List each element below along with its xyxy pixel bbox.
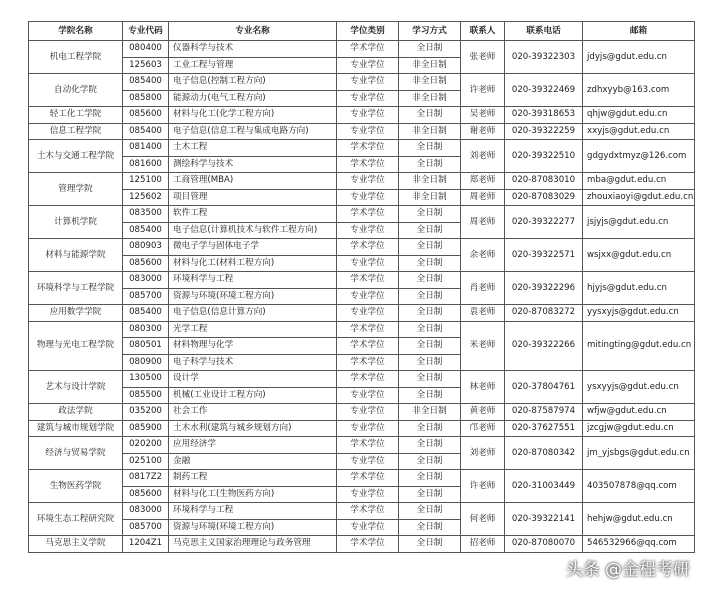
college-cell: 马克思主义学院 <box>29 536 123 553</box>
email-cell: hjyjs@gdut.edu.cn <box>583 272 695 305</box>
degree-cell: 学术学位 <box>337 503 399 520</box>
col-phone: 联系电话 <box>505 22 583 41</box>
code-cell: 130500 <box>123 371 169 388</box>
mode-cell: 全日制 <box>399 387 461 404</box>
email-cell: 403507878@qq.com <box>583 470 695 503</box>
email-cell: yysxyjs@gdut.edu.cn <box>583 305 695 322</box>
phone-cell: 020-39322259 <box>505 123 583 140</box>
code-cell: 0817Z2 <box>123 470 169 487</box>
email-cell: gdgydxtmyz@126.com <box>583 140 695 173</box>
mode-cell: 全日制 <box>399 255 461 272</box>
phone-cell: 020-39318653 <box>505 107 583 124</box>
contact-cell: 邝老师 <box>461 420 505 437</box>
college-cell: 自动化学院 <box>29 74 123 107</box>
mode-cell: 非全日制 <box>399 189 461 206</box>
phone-cell: 020-39322277 <box>505 206 583 239</box>
contact-cell: 何老师 <box>461 503 505 536</box>
email-cell: xxyjs@gdut.edu.cn <box>583 123 695 140</box>
phone-cell: 020-39322296 <box>505 272 583 305</box>
code-cell: 083500 <box>123 206 169 223</box>
major-cell: 材料与化工(化学工程方向) <box>169 107 337 124</box>
degree-cell: 专业学位 <box>337 404 399 421</box>
mode-cell: 全日制 <box>399 354 461 371</box>
degree-cell: 专业学位 <box>337 420 399 437</box>
header-row <box>29 22 695 41</box>
college-cell: 环境科学与工程学院 <box>29 272 123 305</box>
mode-cell: 全日制 <box>399 156 461 173</box>
degree-cell: 学术学位 <box>337 536 399 553</box>
code-cell: 085600 <box>123 486 169 503</box>
major-cell: 电子信息(计算机技术与软件工程方向) <box>169 222 337 239</box>
contact-cell: 余老师 <box>461 239 505 272</box>
degree-cell: 专业学位 <box>337 453 399 470</box>
code-cell: 085400 <box>123 305 169 322</box>
degree-cell: 学术学位 <box>337 272 399 289</box>
degree-cell: 学术学位 <box>337 140 399 157</box>
degree-cell: 专业学位 <box>337 173 399 190</box>
mode-cell: 全日制 <box>399 420 461 437</box>
mode-cell: 全日制 <box>399 519 461 536</box>
degree-cell: 学术学位 <box>337 338 399 355</box>
mode-cell: 全日制 <box>399 453 461 470</box>
email-cell: hehjw@gdut.edu.cn <box>583 503 695 536</box>
contact-cell: 刘老师 <box>461 140 505 173</box>
code-cell: 081400 <box>123 140 169 157</box>
table-row <box>29 470 695 487</box>
code-cell: 085600 <box>123 255 169 272</box>
contact-cell: 谢老师 <box>461 123 505 140</box>
major-cell: 项目管理 <box>169 189 337 206</box>
email-cell: jdyjs@gdut.edu.cn <box>583 41 695 74</box>
degree-cell: 专业学位 <box>337 255 399 272</box>
mode-cell: 全日制 <box>399 41 461 58</box>
major-cell: 电子信息(控制工程方向) <box>169 74 337 91</box>
contact-cell: 吴老师 <box>461 107 505 124</box>
major-cell: 环境科学与工程 <box>169 503 337 520</box>
table-row <box>29 404 695 421</box>
major-cell: 机械(工业设计工程方向) <box>169 387 337 404</box>
admissions-table <box>28 21 695 553</box>
degree-cell: 学术学位 <box>337 206 399 223</box>
contact-cell: 招老师 <box>461 536 505 553</box>
table-row <box>29 321 695 338</box>
degree-cell: 专业学位 <box>337 74 399 91</box>
mode-cell: 全日制 <box>399 140 461 157</box>
code-cell: 085700 <box>123 519 169 536</box>
degree-cell: 学术学位 <box>337 354 399 371</box>
mode-cell: 非全日制 <box>399 404 461 421</box>
code-cell: 080501 <box>123 338 169 355</box>
degree-cell: 专业学位 <box>337 387 399 404</box>
code-cell: 025100 <box>123 453 169 470</box>
degree-cell: 专业学位 <box>337 305 399 322</box>
mode-cell: 非全日制 <box>399 74 461 91</box>
code-cell: 085400 <box>123 74 169 91</box>
major-cell: 土木水利(建筑与城乡规划方向) <box>169 420 337 437</box>
table-row <box>29 420 695 437</box>
college-cell: 土木与交通工程学院 <box>29 140 123 173</box>
contact-cell: 周老师 <box>461 189 505 206</box>
degree-cell: 专业学位 <box>337 107 399 124</box>
college-cell: 政法学院 <box>29 404 123 421</box>
college-cell: 环境生态工程研究院 <box>29 503 123 536</box>
major-cell: 电子信息(信息计算方向) <box>169 305 337 322</box>
degree-cell: 学术学位 <box>337 371 399 388</box>
degree-cell: 专业学位 <box>337 123 399 140</box>
code-cell: 081600 <box>123 156 169 173</box>
code-cell: 125603 <box>123 57 169 74</box>
email-cell: zdhxyyb@163.com <box>583 74 695 107</box>
mode-cell: 全日制 <box>399 222 461 239</box>
code-cell: 080900 <box>123 354 169 371</box>
phone-cell: 020-87080070 <box>505 536 583 553</box>
code-cell: 085700 <box>123 288 169 305</box>
college-cell: 生物医药学院 <box>29 470 123 503</box>
email-cell: jm_yjsbgs@gdut.edu.cn <box>583 437 695 470</box>
email-cell: jsjyjs@gdut.edu.cn <box>583 206 695 239</box>
degree-cell: 专业学位 <box>337 486 399 503</box>
major-cell: 电子科学与技术 <box>169 354 337 371</box>
major-cell: 应用经济学 <box>169 437 337 454</box>
major-cell: 土木工程 <box>169 140 337 157</box>
major-cell: 电子信息(信息工程与集成电路方向) <box>169 123 337 140</box>
major-cell: 微电子学与固体电子学 <box>169 239 337 256</box>
phone-cell: 020-87587974 <box>505 404 583 421</box>
table-row <box>29 74 695 91</box>
mode-cell: 全日制 <box>399 206 461 223</box>
college-cell: 艺术与设计学院 <box>29 371 123 404</box>
mode-cell: 全日制 <box>399 470 461 487</box>
email-cell: wsjxx@gdut.edu.cn <box>583 239 695 272</box>
major-cell: 资源与环境(环境工程方向) <box>169 288 337 305</box>
table-row <box>29 206 695 223</box>
major-cell: 材料与化工(材料工程方向) <box>169 255 337 272</box>
major-cell: 资源与环境(环境工程方向) <box>169 519 337 536</box>
email-cell: mitingting@gdut.edu.cn <box>583 321 695 371</box>
email-cell: ysxyyjs@gdut.edu.cn <box>583 371 695 404</box>
code-cell: 085400 <box>123 123 169 140</box>
contact-cell: 黄老师 <box>461 404 505 421</box>
degree-cell: 专业学位 <box>337 57 399 74</box>
col-email: 邮箱 <box>583 22 695 41</box>
college-cell: 经济与贸易学院 <box>29 437 123 470</box>
phone-cell: 020-39322510 <box>505 140 583 173</box>
mode-cell: 非全日制 <box>399 57 461 74</box>
email-cell: 546532966@qq.com <box>583 536 695 553</box>
college-cell: 物理与光电工程学院 <box>29 321 123 371</box>
major-cell: 材料与化工(生物医药方向) <box>169 486 337 503</box>
mode-cell: 全日制 <box>399 321 461 338</box>
degree-cell: 学术学位 <box>337 239 399 256</box>
col-code: 专业代码 <box>123 22 169 41</box>
mode-cell: 全日制 <box>399 338 461 355</box>
mode-cell: 全日制 <box>399 107 461 124</box>
phone-cell: 020-87080342 <box>505 437 583 470</box>
mode-cell: 全日制 <box>399 486 461 503</box>
table-row <box>29 371 695 388</box>
degree-cell: 学术学位 <box>337 156 399 173</box>
major-cell: 社会工作 <box>169 404 337 421</box>
contact-cell: 许老师 <box>461 74 505 107</box>
code-cell: 125100 <box>123 173 169 190</box>
phone-cell: 020-39322571 <box>505 239 583 272</box>
code-cell: 080903 <box>123 239 169 256</box>
major-cell: 能源动力(电气工程方向) <box>169 90 337 107</box>
contact-cell: 张老师 <box>461 41 505 74</box>
table-row <box>29 173 695 190</box>
degree-cell: 专业学位 <box>337 90 399 107</box>
email-cell: jzcgjw@gdut.edu.cn <box>583 420 695 437</box>
code-cell: 080300 <box>123 321 169 338</box>
table-body <box>29 41 695 553</box>
table-row <box>29 536 695 553</box>
mode-cell: 全日制 <box>399 536 461 553</box>
watermark: 头条 @金程考研 <box>565 560 690 580</box>
table-row <box>29 41 695 58</box>
degree-cell: 专业学位 <box>337 222 399 239</box>
col-degree: 学位类别 <box>337 22 399 41</box>
table-row <box>29 107 695 124</box>
mode-cell: 全日制 <box>399 239 461 256</box>
college-cell: 管理学院 <box>29 173 123 206</box>
table-row <box>29 437 695 454</box>
mode-cell: 全日制 <box>399 503 461 520</box>
phone-cell: 020-31003449 <box>505 470 583 503</box>
col-college: 学院名称 <box>29 22 123 41</box>
code-cell: 085400 <box>123 222 169 239</box>
major-cell: 马克思主义国家治理理论与政务管理 <box>169 536 337 553</box>
phone-cell: 020-87083272 <box>505 305 583 322</box>
college-cell: 计算机学院 <box>29 206 123 239</box>
code-cell: 080400 <box>123 41 169 58</box>
table-row <box>29 503 695 520</box>
email-cell: wfjw@gdut.edu.cn <box>583 404 695 421</box>
contact-cell: 米老师 <box>461 321 505 371</box>
degree-cell: 学术学位 <box>337 437 399 454</box>
code-cell: 1204Z1 <box>123 536 169 553</box>
mode-cell: 全日制 <box>399 437 461 454</box>
phone-cell: 020-87083010 <box>505 173 583 190</box>
code-cell: 035200 <box>123 404 169 421</box>
college-cell: 机电工程学院 <box>29 41 123 74</box>
email-cell: qhjw@gdut.edu.cn <box>583 107 695 124</box>
contact-cell: 肖老师 <box>461 272 505 305</box>
code-cell: 085600 <box>123 107 169 124</box>
table-row <box>29 189 695 206</box>
mode-cell: 非全日制 <box>399 90 461 107</box>
degree-cell: 专业学位 <box>337 288 399 305</box>
major-cell: 设计学 <box>169 371 337 388</box>
major-cell: 环境科学与工程 <box>169 272 337 289</box>
table-row <box>29 305 695 322</box>
contact-cell: 周老师 <box>461 206 505 239</box>
contact-cell: 袁老师 <box>461 305 505 322</box>
phone-cell: 020-39322303 <box>505 41 583 74</box>
code-cell: 083000 <box>123 272 169 289</box>
mode-cell: 全日制 <box>399 272 461 289</box>
email-cell: mba@gdut.edu.cn <box>583 173 695 190</box>
table-row <box>29 272 695 289</box>
major-cell: 制药工程 <box>169 470 337 487</box>
code-cell: 085800 <box>123 90 169 107</box>
mode-cell: 非全日制 <box>399 123 461 140</box>
mode-cell: 全日制 <box>399 305 461 322</box>
college-cell: 建筑与城市规划学院 <box>29 420 123 437</box>
college-cell: 应用数学学院 <box>29 305 123 322</box>
col-mode: 学习方式 <box>399 22 461 41</box>
degree-cell: 学术学位 <box>337 321 399 338</box>
major-cell: 材料物理与化学 <box>169 338 337 355</box>
major-cell: 工商管理(MBA) <box>169 173 337 190</box>
phone-cell: 020-39322469 <box>505 74 583 107</box>
degree-cell: 专业学位 <box>337 519 399 536</box>
major-cell: 金融 <box>169 453 337 470</box>
college-cell: 轻工化工学院 <box>29 107 123 124</box>
mode-cell: 非全日制 <box>399 173 461 190</box>
degree-cell: 学术学位 <box>337 470 399 487</box>
major-cell: 测绘科学与技术 <box>169 156 337 173</box>
college-cell: 信息工程学院 <box>29 123 123 140</box>
table-row <box>29 140 695 157</box>
phone-cell: 020-39322266 <box>505 321 583 371</box>
college-cell: 材料与能源学院 <box>29 239 123 272</box>
phone-cell: 020-87083029 <box>505 189 583 206</box>
major-cell: 工业工程与管理 <box>169 57 337 74</box>
major-cell: 光学工程 <box>169 321 337 338</box>
code-cell: 125602 <box>123 189 169 206</box>
contact-cell: 林老师 <box>461 371 505 404</box>
contact-cell: 郑老师 <box>461 173 505 190</box>
major-cell: 仪器科学与技术 <box>169 41 337 58</box>
code-cell: 083000 <box>123 503 169 520</box>
code-cell: 085500 <box>123 387 169 404</box>
mode-cell: 全日制 <box>399 288 461 305</box>
table-row <box>29 239 695 256</box>
degree-cell: 专业学位 <box>337 189 399 206</box>
contact-cell: 许老师 <box>461 470 505 503</box>
table-row <box>29 123 695 140</box>
col-major: 专业名称 <box>169 22 337 41</box>
col-contact: 联系人 <box>461 22 505 41</box>
mode-cell: 全日制 <box>399 371 461 388</box>
degree-cell: 学术学位 <box>337 41 399 58</box>
phone-cell: 020-39322141 <box>505 503 583 536</box>
code-cell: 020200 <box>123 437 169 454</box>
phone-cell: 020-37627551 <box>505 420 583 437</box>
code-cell: 085900 <box>123 420 169 437</box>
email-cell: zhouxiaoyi@gdut.edu.cn <box>583 189 695 206</box>
major-cell: 软件工程 <box>169 206 337 223</box>
contact-cell: 刘老师 <box>461 437 505 470</box>
phone-cell: 020-37804761 <box>505 371 583 404</box>
